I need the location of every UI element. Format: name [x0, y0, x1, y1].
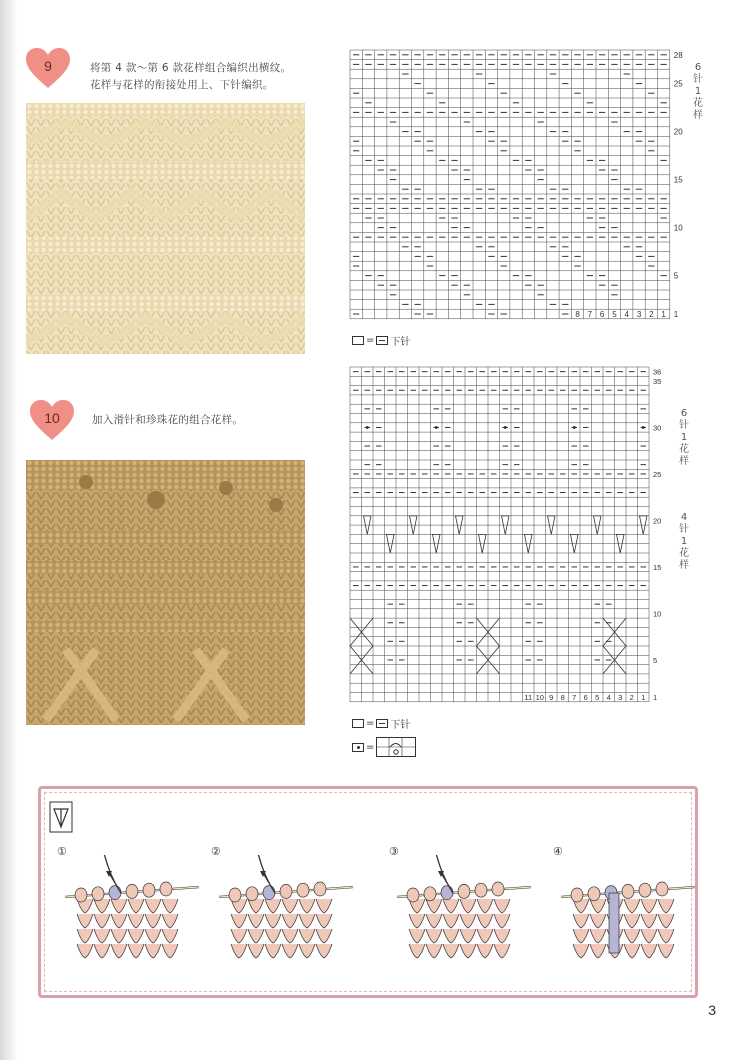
needle-loop — [75, 888, 87, 902]
stitch-loop — [248, 944, 264, 958]
stitch-loop — [573, 929, 589, 943]
stitch-loop — [94, 899, 110, 913]
knitting-step-illustration — [217, 855, 357, 975]
row-number: 5 — [653, 655, 658, 665]
needle-loop — [424, 887, 436, 901]
chart-9-repeat-label: 6 针 1 花 样 — [693, 62, 703, 121]
stitch-loop — [494, 929, 510, 943]
step-number: ② — [211, 846, 221, 858]
column-labels — [524, 693, 645, 702]
stitch-loop — [282, 914, 298, 928]
needle-loop — [263, 886, 275, 900]
dot-cell-symbol — [352, 743, 364, 752]
needle-loop — [571, 888, 583, 902]
stitch-loop — [145, 899, 161, 913]
stitch-loop — [426, 899, 442, 913]
column-number: 7 — [587, 309, 593, 319]
chart-10-legend-dot: = — [352, 737, 416, 757]
needle-loop — [229, 888, 241, 902]
column-number: 11 — [524, 692, 533, 702]
stitch-loop — [460, 929, 476, 943]
technique-illustration-frame — [38, 786, 698, 998]
needle-loop — [160, 882, 172, 896]
slip-stitch-symbol-icon — [49, 801, 73, 833]
stitch-loop — [111, 914, 127, 928]
section-number: 9 — [44, 58, 52, 74]
row-number: 28 — [673, 50, 683, 60]
stitch-loop — [426, 929, 442, 943]
stitch-loop — [128, 899, 144, 913]
bobble-dot — [504, 426, 507, 429]
page-number: 3 — [708, 1002, 716, 1018]
column-number: 3 — [636, 309, 642, 319]
stitch-loop — [162, 914, 178, 928]
stitch-loop — [624, 929, 640, 943]
needle-loop — [109, 886, 121, 900]
stitch-loop — [443, 929, 459, 943]
section-number: 10 — [44, 410, 60, 426]
chart-10-legend: = 下针 — [352, 716, 410, 731]
stitch-loop — [494, 899, 510, 913]
stitch-loop — [641, 929, 657, 943]
needle-loop — [92, 887, 104, 901]
blank-cell-symbol — [352, 719, 364, 728]
stitch-loop — [316, 914, 332, 928]
column-number: 1 — [661, 309, 666, 319]
step-number: ④ — [553, 846, 563, 858]
stitch-loop — [426, 914, 442, 928]
stitch-loop — [573, 914, 589, 928]
knit-stitch-symbol — [376, 336, 388, 345]
description-line: 花样与花样的衔接处用上、下针编织。 — [90, 79, 274, 91]
stitch-loop — [590, 929, 606, 943]
needle-loop — [458, 884, 470, 898]
stitch-loop — [282, 899, 298, 913]
stitch-loop — [477, 944, 493, 958]
stitch-loop — [494, 914, 510, 928]
stitch-loop — [162, 944, 178, 958]
column-number: 10 — [535, 692, 544, 702]
needle-loop — [622, 884, 634, 898]
row-number: 10 — [673, 223, 683, 233]
stitch-loop — [658, 899, 674, 913]
stitch-loop — [128, 914, 144, 928]
column-labels — [575, 310, 666, 319]
stitch-loop — [443, 944, 459, 958]
knit-swatch-tan-photo — [26, 460, 305, 725]
heart-badge-9 — [24, 46, 72, 90]
stitch-loop — [299, 944, 315, 958]
book-spine-shadow — [0, 0, 18, 1060]
stitch-loop — [460, 944, 476, 958]
stitch-loop — [265, 944, 281, 958]
stitch-loop — [248, 914, 264, 928]
bobble-dot — [435, 426, 438, 429]
stitch-loop — [624, 914, 640, 928]
needle-loop — [441, 886, 453, 900]
stitch-loop — [409, 944, 425, 958]
row-number: 10 — [653, 609, 662, 619]
stitch-loop — [248, 899, 264, 913]
column-number: 4 — [624, 309, 629, 319]
stitch-loop — [477, 914, 493, 928]
step-number: ① — [57, 846, 67, 858]
stitch-loop — [477, 929, 493, 943]
row-number: 36 — [653, 367, 662, 377]
knit-stitch-symbol — [376, 719, 388, 728]
needle-loop — [126, 884, 138, 898]
bobble-dot — [573, 426, 576, 429]
stitch-loop — [77, 944, 93, 958]
knitting-step-illustration — [559, 855, 699, 975]
stitch-loop — [658, 914, 674, 928]
stitch-loop — [624, 944, 640, 958]
column-number: 7 — [572, 692, 577, 702]
step-number: ③ — [389, 846, 399, 858]
column-number: 8 — [560, 692, 565, 702]
stitch-loop — [443, 914, 459, 928]
chart-grid — [350, 367, 649, 702]
stitch-loop — [641, 899, 657, 913]
stitch-loop — [94, 914, 110, 928]
stitch-loop — [231, 914, 247, 928]
row-number: 20 — [673, 127, 683, 137]
stitch-loop — [641, 914, 657, 928]
description-line: 加入滑针和珍珠花的组合花样。 — [92, 414, 244, 426]
knit-fabric — [77, 899, 178, 958]
needle-loop — [143, 883, 155, 897]
stitch-loop — [231, 944, 247, 958]
column-number: 8 — [575, 309, 580, 319]
stitch-loop — [248, 929, 264, 943]
section-9-description — [90, 60, 291, 94]
stitch-loop — [265, 914, 281, 928]
stitch-loop — [111, 944, 127, 958]
blank-cell-symbol — [352, 336, 364, 345]
section-10-description — [92, 412, 243, 429]
stitch-loop — [111, 929, 127, 943]
needle-loop — [407, 888, 419, 902]
row-number: 30 — [653, 423, 662, 433]
slipped-stitch — [609, 893, 619, 953]
chart-10-repeat-label-bottom: 4 针 1 花 样 — [679, 512, 689, 571]
row-number: 5 — [673, 271, 679, 281]
column-number: 3 — [618, 692, 623, 702]
column-number: 9 — [549, 692, 554, 702]
stitch-loop — [641, 944, 657, 958]
stitch-loop — [590, 899, 606, 913]
needle-loop — [656, 882, 668, 896]
chart-grid — [350, 50, 670, 319]
stitch-loop — [145, 914, 161, 928]
row-number: 25 — [653, 469, 662, 479]
stitch-loop — [77, 929, 93, 943]
stitch-loop — [94, 929, 110, 943]
row-number: 15 — [673, 175, 683, 185]
stitch-loop — [145, 929, 161, 943]
stitch-loop — [573, 944, 589, 958]
column-number: 2 — [629, 692, 634, 702]
column-number: 5 — [595, 692, 600, 702]
needle-loop — [492, 882, 504, 896]
row-number: 1 — [653, 693, 658, 703]
stitch-loop — [162, 899, 178, 913]
stitch-loop — [128, 929, 144, 943]
needle-loop — [314, 882, 326, 896]
needle-loop — [588, 887, 600, 901]
stitch-loop — [590, 914, 606, 928]
bobble-dot — [366, 426, 369, 429]
stitch-loop — [299, 899, 315, 913]
stitch-loop — [299, 914, 315, 928]
stitch-loop — [282, 944, 298, 958]
stitch-loop — [460, 899, 476, 913]
stitch-loop — [111, 899, 127, 913]
column-number: 4 — [606, 692, 611, 702]
row-labels — [674, 51, 683, 319]
stitch-loop — [77, 914, 93, 928]
needle-loop — [639, 883, 651, 897]
stitch-loop — [494, 944, 510, 958]
stitch-loop — [231, 929, 247, 943]
needle-loop — [297, 883, 309, 897]
stitch-loop — [658, 929, 674, 943]
legend-label: 下针 — [390, 720, 411, 731]
chart-9-legend: = 下针 — [352, 333, 410, 348]
stitch-loop — [265, 899, 281, 913]
stitch-loop — [409, 929, 425, 943]
legend-label: 下针 — [390, 337, 411, 348]
column-number: 5 — [612, 309, 617, 319]
row-number: 35 — [653, 376, 662, 386]
description-line: 将第 4 款～第 6 款花样组合编织出横纹。 — [90, 62, 292, 74]
row-labels — [653, 368, 661, 703]
stitch-loop — [316, 929, 332, 943]
stitch-loop — [477, 899, 493, 913]
stitch-loop — [658, 944, 674, 958]
stitch-loop — [145, 944, 161, 958]
stitch-loop — [94, 944, 110, 958]
needle-loop — [246, 887, 258, 901]
needle-loop — [475, 883, 487, 897]
needle-loop — [280, 884, 292, 898]
stitch-loop — [460, 914, 476, 928]
stitch-loop — [299, 929, 315, 943]
stitch-loop — [624, 899, 640, 913]
column-number: 6 — [599, 309, 605, 319]
stitch-loop — [162, 929, 178, 943]
chart-10-repeat-label-top: 6 针 1 花 样 — [679, 408, 689, 467]
stitch-loop — [590, 944, 606, 958]
stitch-loop — [316, 944, 332, 958]
row-number: 15 — [653, 562, 662, 572]
stitch-loop — [409, 914, 425, 928]
stitch-loop — [282, 929, 298, 943]
row-number: 25 — [673, 79, 683, 89]
stitch-loop — [128, 944, 144, 958]
knit-fabric — [231, 899, 332, 958]
knitting-step-illustration — [395, 855, 535, 975]
heart-badge-10 — [28, 398, 76, 442]
knit-swatch-cream-photo — [26, 103, 305, 354]
stitch-loop — [316, 899, 332, 913]
row-number: 1 — [673, 310, 679, 319]
bobble-dot — [642, 426, 645, 429]
stitch-loop — [265, 929, 281, 943]
stitch-loop — [426, 944, 442, 958]
column-number: 2 — [649, 309, 654, 319]
knit-fabric — [573, 899, 674, 958]
row-number: 20 — [653, 516, 662, 526]
stitch-loop — [443, 899, 459, 913]
knitting-step-illustration — [63, 855, 203, 975]
stitch-chart-10 — [348, 365, 688, 715]
column-number: 6 — [583, 692, 588, 702]
knit-fabric — [409, 899, 510, 958]
bobble-stitch-diagram-icon — [376, 737, 416, 757]
stitch-chart-9 — [348, 48, 688, 328]
column-number: 1 — [641, 692, 646, 702]
